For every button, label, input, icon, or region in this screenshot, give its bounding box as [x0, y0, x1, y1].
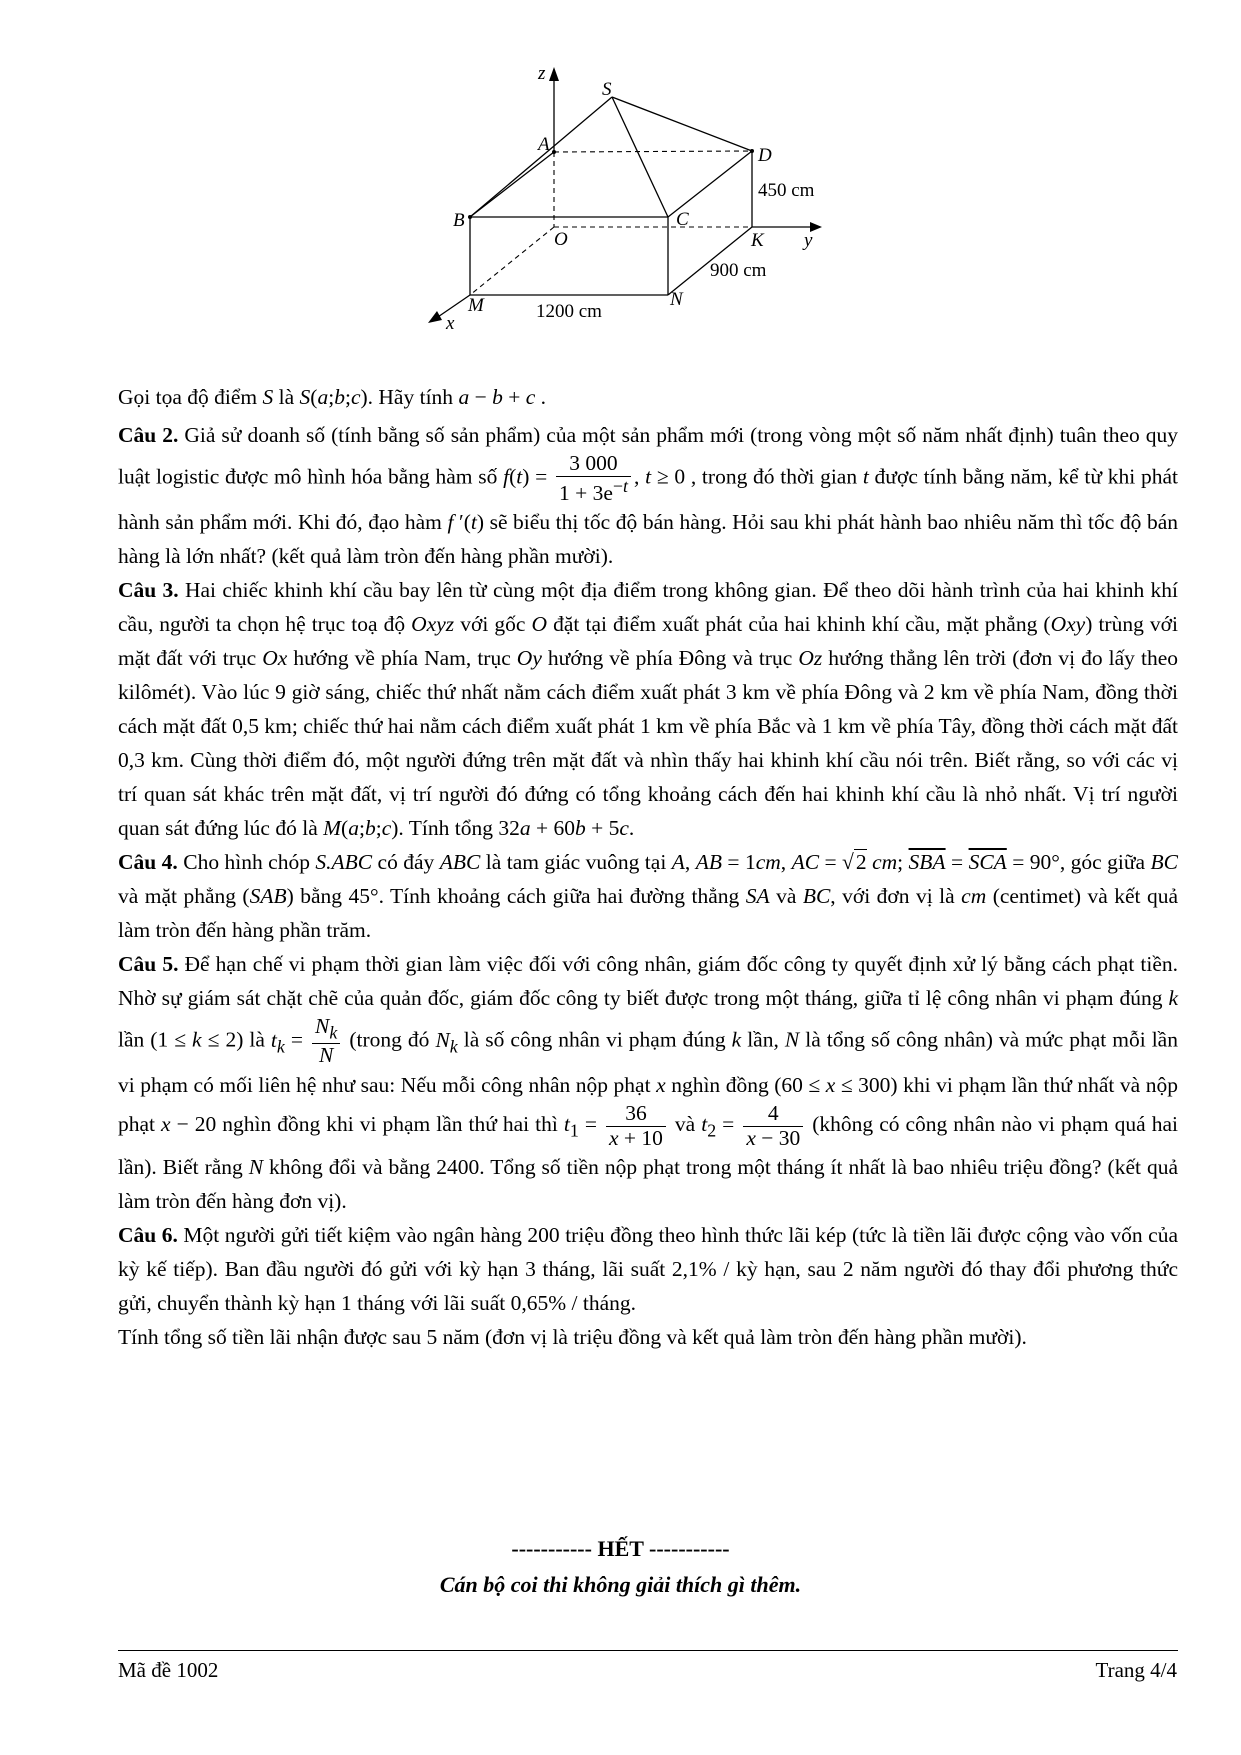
q1-question: Gọi tọa độ điểm S là S(a;b;c). Hãy tính a − b + c .: [118, 385, 547, 409]
end-note: Cán bộ coi thi không giải thích gì thêm.: [439, 1572, 802, 1597]
geometry-figure: [440, 55, 960, 375]
point-K-label: K: [751, 230, 764, 251]
point-D-label: D: [758, 145, 772, 166]
point-O-label: O: [554, 229, 568, 250]
axis-y-label: y: [804, 230, 813, 251]
axis-x-label: x: [446, 313, 455, 334]
end-title: ----------- HẾT -----------: [511, 1536, 730, 1561]
width-dim-label: 1200 cm: [536, 301, 602, 322]
q2-text: Câu 2. Giả sử doanh số (tính bằng số sản phẩm) của một sản phẩm mới (trong vòng một số năm nhất định) tuân theo quy luật logistic được mô hình hóa bằng hàm số f(t) = $\frac{3 000}{1 + 3e^{-t}}$ , t ≥ 0 , trong đó thời gian t được tính bằng năm, kể từ khi phát hành sản phẩm mới. Khi đó, đạo hàm f ′(t) sẽ biểu thị tốc độ bán hàng. Hỏi sau khi phát hành bao nhiêu năm thì tốc độ bán hàng là lớn nhất? (kết quả làm tròn đến hàng phần mười).: [118, 423, 1179, 569]
q6-text: Câu 6. Một người gửi tiết kiệm vào ngân hàng 200 triệu đồng theo hình thức lãi kép (tức là tiền lãi được cộng vào vốn của kỳ kế tiếp). Ban đầu người đó gửi với kỳ hạn 3 tháng, lãi suất 2,1% / kỳ hạn, sau 2 năm người đó thay đổi phương thức gửi, chuyển thành kỳ hạn 1 tháng với lãi suất 0,65% / tháng.: [118, 1223, 1178, 1316]
q5-text: Câu 5. Để hạn chế vi phạm thời gian làm việc đối với công nhân, giám đốc công ty quyết định xử lý bằng cách phạt tiền. Nhờ sự giám sát chặt chẽ của quản đốc, giám đốc công ty biết được trong một tháng, giữa tỉ lệ công nhân vi phạm đúng k lần (1 ≤ k ≤ 2) là $t_k$ = $\frac{N_k}{N}$ (trong đó $N_k$ là số công nhân vi phạm đúng k lần, N là tổng số công nhân) và mức phạt mỗi lần vi phạm có mối liên hệ như sau: Nếu mỗi công nhân nộp phạt x nghìn đồng (60 ≤ x ≤ 300) khi vi phạm lần thứ nhất và nộp phạt x − 20 nghìn đồng khi vi phạm lần thứ hai thì $t_1$ = $\frac{36}{x + 10}$ và $t_2$ = $\frac{4}{x - 30}$ (không có công nhân nào vi phạm quá hai lần). Biết rằng N không đổi và bằng 2400. Tổng số tiền nộp phạt trong một tháng ít nhất là bao nhiêu triệu đồng? (kết quả làm tròn đến hàng đơn vị).: [118, 952, 1179, 1214]
exam-code: Mã đề 1002: [118, 1658, 219, 1682]
axis-z-label: z: [538, 63, 546, 84]
q4-text: Câu 4. Cho hình chóp S.ABC có đáy ABC là tam giác vuông tại A, AB = 1cm, AC = √2 cm; $\overline{SBA} = \overline{SCA} = 90^\circ$, góc giữa BC và mặt phẳng (SAB) bằng 45°. Tính khoảng cách giữa hai đường thẳng SA và BC, với đơn vị là cm (centimet) và kết quả làm tròn đến hàng phần trăm.: [118, 850, 1178, 943]
q3-text: Câu 3. Hai chiếc khinh khí cầu bay lên từ cùng một địa điểm trong không gian. Để theo dõi hành trình của hai khinh khí cầu, người ta chọn hệ trục toạ độ Oxyz với gốc O đặt tại điểm xuất phát của hai khinh khí cầu, mặt phẳng (Oxy) trùng với mặt đất với trục Ox hướng về phía Nam, trục Oy hướng về phía Đông và trục Oz hướng thẳng lên trời (đơn vị đo lấy theo kilômét). Vào lúc 9 giờ sáng, chiếc thứ nhất nằm cách điểm xuất phát 3 km về phía Đông và 2 km về phía Nam, đồng thời cách mặt đất 0,5 km; chiếc thứ hai nằm cách điểm xuất phát 1 km về phía Bắc và 1 km về phía Tây, đồng thời cách mặt đất 0,3 km. Cùng thời điểm đó, một người đứng trên mặt đất và nhìn thấy hai khinh khí cầu nói trên. Biết rằng, so với các vị trí quan sát khác trên mặt đất, vị trí người đó đứng có tổng khoảng cách đến hai khinh khí cầu là nhỏ nhất. Vị trí người quan sát đứng lúc đó là M(a;b;c). Tính tổng 32a + 60b + 5c.: [118, 578, 1179, 841]
point-B-label: B: [453, 210, 465, 231]
point-A-label: A: [538, 134, 550, 155]
page-number: Trang 4/4: [1095, 1658, 1177, 1682]
point-M-label: M: [468, 295, 484, 316]
point-N-label: N: [670, 289, 683, 310]
height-dim-label: 450 cm: [758, 180, 815, 201]
house-diagram: [440, 55, 960, 375]
point-C-label: C: [676, 209, 689, 230]
footer-divider: [118, 1650, 1178, 1651]
point-S-label: S: [602, 79, 612, 100]
exam-body: [118, 380, 1178, 1354]
depth-dim-label: 900 cm: [710, 260, 767, 281]
q6-question: Tính tổng số tiền lãi nhận được sau 5 năm (đơn vị là triệu đồng và kết quả làm tròn đến hàng phần mười).: [118, 1325, 1027, 1350]
